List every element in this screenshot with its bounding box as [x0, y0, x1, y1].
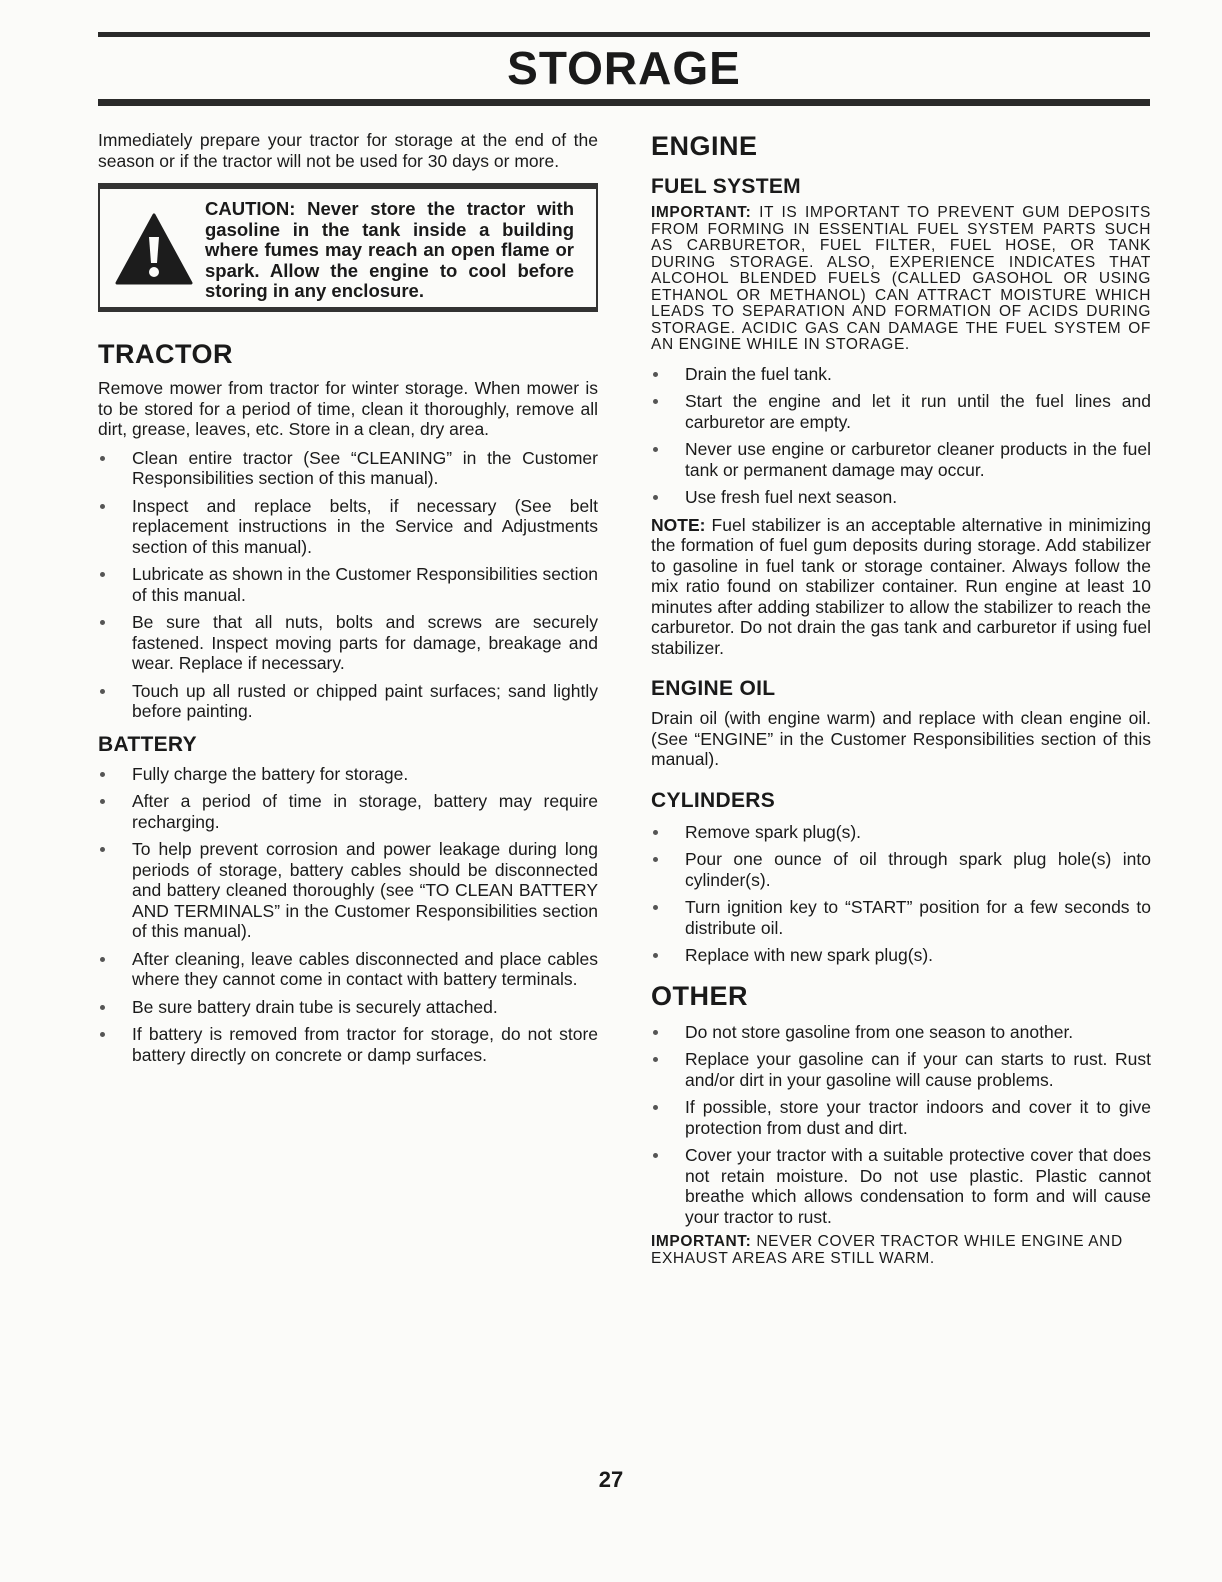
list-item: If battery is removed from tractor for storage, do not store battery directly on concrete or damp surfaces. [98, 1024, 598, 1065]
list-item: Use fresh fuel next season. [651, 487, 1151, 508]
list-item: Turn ignition key to “START” position for a few seconds to distribute oil. [651, 897, 1151, 938]
list-item: Cover your tractor with a suitable protective cover that does not retain moisture. Do not use plastic. Plastic cannot breathe which allows condensation to form and will cause your tractor to rust. [651, 1145, 1151, 1227]
important-text: NEVER COVER TRACTOR WHILE ENGINE AND EXHAUST AREAS ARE STILL WARM. [651, 1233, 1123, 1267]
list-item: Drain the fuel tank. [651, 364, 1151, 385]
list-item: Replace your gasoline can if your can starts to rust. Rust and/or dirt in your gasoline will cause problems. [651, 1049, 1151, 1090]
title-rule-top [98, 32, 1150, 37]
fuel-system-list [651, 364, 1151, 508]
other-important-paragraph [651, 1234, 1151, 1267]
left-column [98, 130, 598, 1072]
note-paragraph [651, 515, 1151, 659]
list-item: Do not store gasoline from one season to another. [651, 1022, 1151, 1043]
cylinders-heading: CYLINDERS [651, 788, 776, 812]
list-item: Fully charge the battery for storage. [98, 764, 598, 785]
list-item: Remove spark plug(s). [651, 822, 1151, 843]
caution-text: CAUTION: Never store the tractor with gasoline in the tank inside a building where fumes may reach an open flame or spark. Allow the engine to cool before storing in any enclosure. [205, 198, 574, 301]
other-list [651, 1022, 1151, 1228]
fuel-important-paragraph [651, 205, 1151, 354]
list-item: After cleaning, leave cables disconnected and place cables where they cannot come in contact with battery terminals. [98, 949, 598, 990]
battery-heading: BATTERY [98, 732, 197, 756]
list-item: Replace with new spark plug(s). [651, 945, 1151, 966]
page-number: 27 [598, 1467, 624, 1492]
list-item: Start the engine and let it run until the fuel lines and carburetor are empty. [651, 391, 1151, 432]
warning-triangle-icon [115, 213, 193, 285]
engine-oil-paragraph: Drain oil (with engine warm) and replace with clean engine oil. (See “ENGINE” in the Customer Responsibilities section of this manual). [651, 708, 1151, 769]
list-item: Pour one ounce of oil through spark plug hole(s) into cylinder(s). [651, 849, 1151, 890]
title-rule-bottom [98, 99, 1150, 106]
page-title: STORAGE [507, 42, 741, 94]
important-label: IMPORTANT: [651, 204, 752, 221]
list-item: Lubricate as shown in the Customer Responsibilities section of this manual. [98, 564, 598, 605]
important-text: IT IS IMPORTANT TO PREVENT GUM DEPOSITS FROM FORMING IN ESSENTIAL FUEL SYSTEM PARTS SUCH AS CARBURETOR, FUEL FILTER, FUEL HOSE, OR TANK DURING STORAGE. ALSO, EXPERIENCE INDICATES THAT ALCOHOL BLENDED FUELS (CALLED GASOHOL OR USING ETHANOL OR METHANOL) CAN ATTRACT MOISTURE WHICH LEADS TO SEPARATION AND FORMATION OF ACIDS DURING STORAGE. ACIDIC GAS CAN DAMAGE THE FUEL SYSTEM OF AN ENGINE WHILE IN STORAGE. [651, 204, 1151, 353]
right-column [651, 130, 1151, 1267]
other-heading: OTHER [651, 980, 748, 1011]
list-item: After a period of time in storage, battery may require recharging. [98, 791, 598, 832]
list-item: Be sure that all nuts, bolts and screws are securely fastened. Inspect moving parts for damage, breakage and wear. Replace if necessary. [98, 612, 598, 674]
list-item: Inspect and replace belts, if necessary (See belt replacement instructions in the Service and Adjustments section of this manual). [98, 496, 598, 558]
list-item: Clean entire tractor (See “CLEANING” in the Customer Responsibilities section of this manual). [98, 448, 598, 489]
caution-box [98, 183, 598, 312]
note-label: NOTE: [651, 514, 706, 535]
fuel-system-heading: FUEL SYSTEM [651, 175, 801, 198]
note-text: Fuel stabilizer is an acceptable alternative in minimizing the formation of fuel gum deposits during storage. Add stabilizer to gasoline in fuel tank or storage container. Always follow the mix ratio found on stabilizer container. Run engine at least 10 minutes after adding stabilizer to allow the stabilizer to reach the carburetor. Do not drain the gas tank and carburetor if using fuel stabilizer. [651, 514, 1151, 658]
list-item: To help prevent corrosion and power leakage during long periods of storage, battery cables should be disconnected and battery cleaned thoroughly (see “TO CLEAN BATTERY AND TERMINALS” in the Customer Responsibilities section of this manual). [98, 839, 598, 942]
list-item: Be sure battery drain tube is securely attached. [98, 997, 598, 1018]
cylinders-list [651, 822, 1151, 966]
list-item: If possible, store your tractor indoors and cover it to give protection from dust and dirt. [651, 1097, 1151, 1138]
list-item: Touch up all rusted or chipped paint surfaces; sand lightly before painting. [98, 681, 598, 722]
list-item: Never use engine or carburetor cleaner products in the fuel tank or permanent damage may occur. [651, 439, 1151, 480]
engine-heading: ENGINE [651, 131, 758, 161]
intro-paragraph: Immediately prepare your tractor for storage at the end of the season or if the tractor will not be used for 30 days or more. [98, 130, 598, 171]
important-label: IMPORTANT: [651, 1233, 752, 1250]
engine-oil-heading: ENGINE OIL [651, 677, 776, 700]
tractor-paragraph: Remove mower from tractor for winter storage. When mower is to be stored for a period of time, clean it thoroughly, remove all dirt, grease, leaves, etc. Store in a clean, dry area. [98, 378, 598, 439]
tractor-list [98, 448, 598, 722]
tractor-heading: TRACTOR [98, 339, 233, 369]
battery-list [98, 764, 598, 1066]
